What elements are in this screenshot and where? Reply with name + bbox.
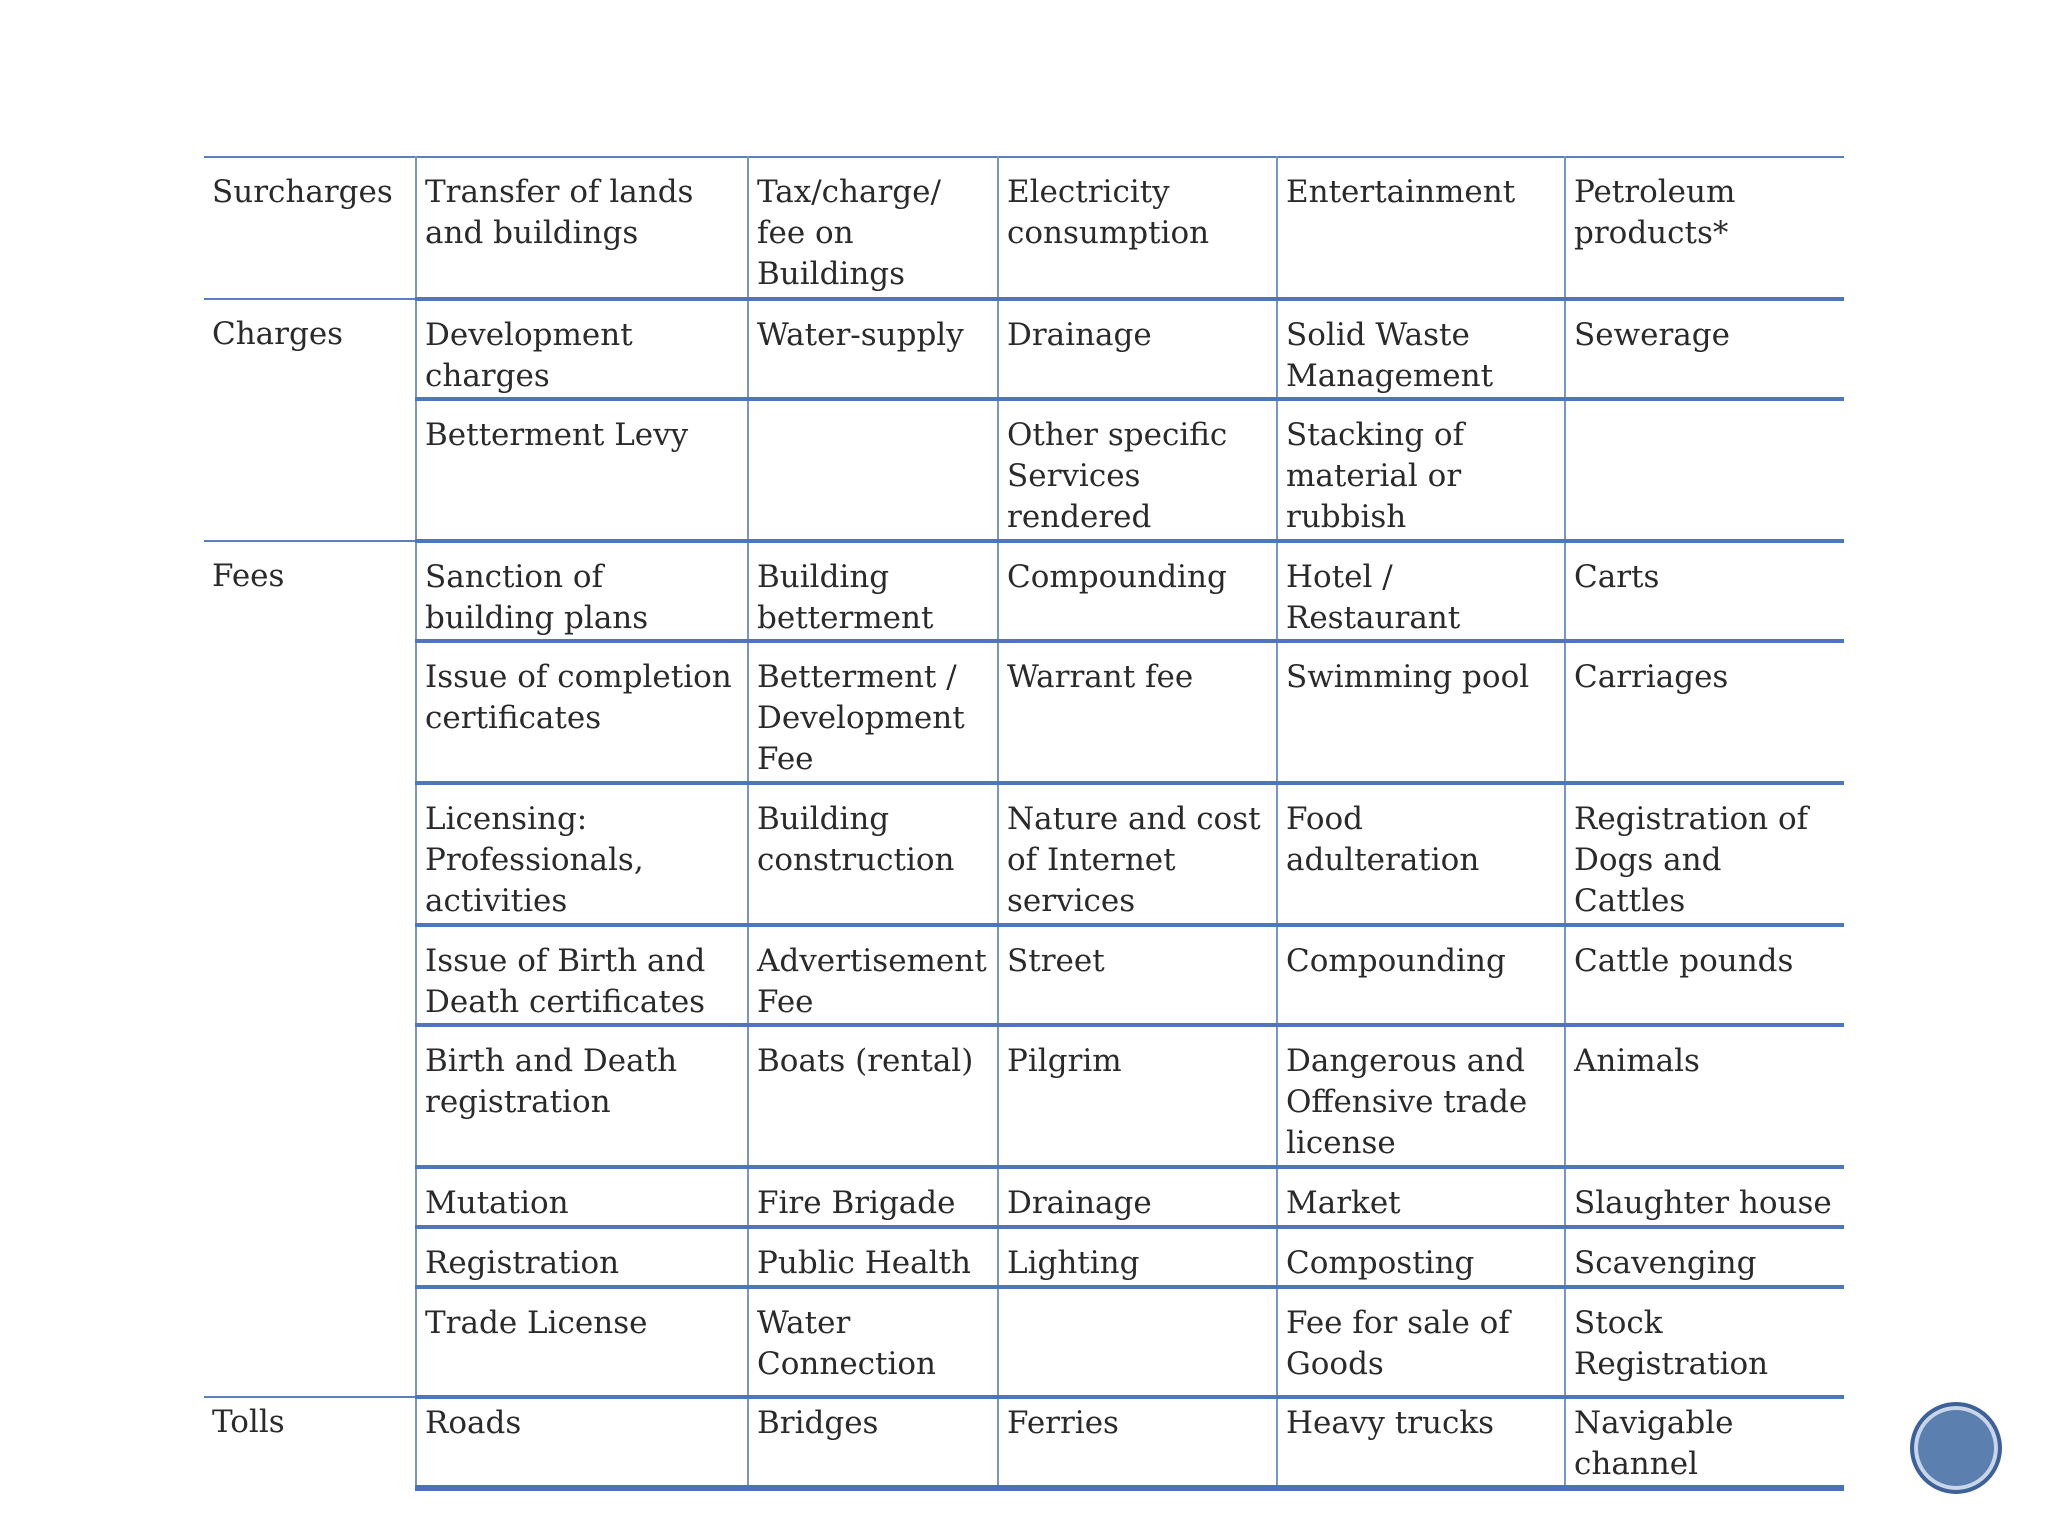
table-cell: Nature and cost of Internet services <box>998 783 1277 925</box>
table-cell: Cattle pounds <box>1565 925 1844 1025</box>
table-cell: Advertisement Fee <box>748 925 998 1025</box>
table-cell: Pilgrim <box>998 1025 1277 1167</box>
table-cell: Boats (rental) <box>748 1025 998 1167</box>
category-cell: Charges <box>204 299 416 399</box>
table-cell: Market <box>1277 1167 1565 1227</box>
table-row <box>204 299 1844 399</box>
table-cell: Tax/charge/ fee on Buildings <box>748 157 998 299</box>
table-cell: Lighting <box>998 1227 1277 1287</box>
table-cell: Ferries <box>998 1397 1277 1488</box>
table-cell: Stock Registration <box>1565 1287 1844 1397</box>
table-row <box>204 1397 1844 1488</box>
category-cell <box>204 925 416 1025</box>
category-cell <box>204 641 416 783</box>
table-cell: Issue of completion certificates <box>416 641 748 783</box>
table-body <box>204 157 1844 1488</box>
table-cell: Compounding <box>1277 925 1565 1025</box>
category-cell <box>204 783 416 925</box>
table-cell: Bridges <box>748 1397 998 1488</box>
table-cell: Birth and Death registration <box>416 1025 748 1167</box>
table-cell: Mutation <box>416 1167 748 1227</box>
table-cell: Sanction of building plans <box>416 541 748 641</box>
table-cell: Solid Waste Management <box>1277 299 1565 399</box>
category-cell <box>204 1227 416 1287</box>
table-cell <box>748 399 998 541</box>
category-cell <box>204 1167 416 1227</box>
category-cell: Surcharges <box>204 157 416 299</box>
table-cell: Animals <box>1565 1025 1844 1167</box>
table-cell: Warrant fee <box>998 641 1277 783</box>
table-row <box>204 1025 1844 1167</box>
table-cell: Street <box>998 925 1277 1025</box>
table-cell: Sewerage <box>1565 299 1844 399</box>
table-row <box>204 157 1844 299</box>
category-cell <box>204 1287 416 1397</box>
table-cell: Stacking of material or rubbish <box>1277 399 1565 541</box>
table-cell: Registration of Dogs and Cattles <box>1565 783 1844 925</box>
table-cell: Carts <box>1565 541 1844 641</box>
category-cell: Tolls <box>204 1397 416 1488</box>
table-cell: Water-supply <box>748 299 998 399</box>
table-cell: Fee for sale of Goods <box>1277 1287 1565 1397</box>
table-cell: Composting <box>1277 1227 1565 1287</box>
table-cell: Roads <box>416 1397 748 1488</box>
table-cell: Other specific Services rendered <box>998 399 1277 541</box>
table-cell: Betterment Levy <box>416 399 748 541</box>
category-cell <box>204 1025 416 1167</box>
table-cell: Drainage <box>998 299 1277 399</box>
table-cell: Heavy trucks <box>1277 1397 1565 1488</box>
table-cell: Drainage <box>998 1167 1277 1227</box>
table-cell: Slaughter house <box>1565 1167 1844 1227</box>
table-cell: Electricity consumption <box>998 157 1277 299</box>
table-cell: Issue of Birth and Death certificates <box>416 925 748 1025</box>
table-cell: Swimming pool <box>1277 641 1565 783</box>
table-cell: Fire Brigade <box>748 1167 998 1227</box>
table-row <box>204 641 1844 783</box>
table-cell: Navigable channel <box>1565 1397 1844 1488</box>
table-cell: Entertainment <box>1277 157 1565 299</box>
table-cell: Carriages <box>1565 641 1844 783</box>
table-cell: Transfer of lands and buildings <box>416 157 748 299</box>
table-cell: Trade License <box>416 1287 748 1397</box>
category-cell <box>204 399 416 541</box>
table-cell <box>998 1287 1277 1397</box>
table-row <box>204 399 1844 541</box>
table-cell: Compounding <box>998 541 1277 641</box>
table-row <box>204 1287 1844 1397</box>
table-cell: Registration <box>416 1227 748 1287</box>
table-row <box>204 1227 1844 1287</box>
category-cell: Fees <box>204 541 416 641</box>
table-cell: Development charges <box>416 299 748 399</box>
table-cell: Hotel / Restaurant <box>1277 541 1565 641</box>
table-row <box>204 541 1844 641</box>
table-cell: Water Connection <box>748 1287 998 1397</box>
table-cell: Betterment / Development Fee <box>748 641 998 783</box>
table-cell: Food adulteration <box>1277 783 1565 925</box>
table-cell: Building betterment <box>748 541 998 641</box>
table-cell: Dangerous and Offensive trade license <box>1277 1025 1565 1167</box>
table-cell <box>1565 399 1844 541</box>
table-cell: Scavenging <box>1565 1227 1844 1287</box>
slide-nav-button[interactable] <box>1910 1402 2002 1494</box>
table-cell: Public Health <box>748 1227 998 1287</box>
levy-table <box>204 156 1844 1491</box>
table-cell: Petroleum products* <box>1565 157 1844 299</box>
table-cell: Licensing: Professionals, activities <box>416 783 748 925</box>
table-row <box>204 925 1844 1025</box>
table-row <box>204 783 1844 925</box>
table-cell: Building construction <box>748 783 998 925</box>
table-row <box>204 1167 1844 1227</box>
